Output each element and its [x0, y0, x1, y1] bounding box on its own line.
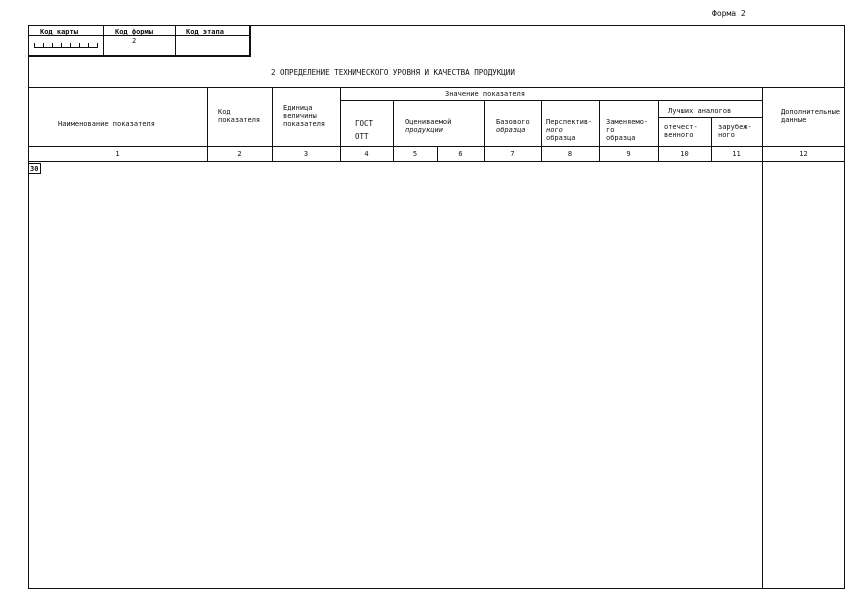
col-number: 3: [303, 150, 309, 158]
col-number: 4: [364, 150, 369, 158]
col-best-analogs-header: Лучших аналогов: [668, 107, 732, 115]
code-table-vline: [175, 25, 176, 57]
card-code-cells: [34, 43, 98, 48]
col-number: 11: [732, 150, 741, 158]
col-name-header: Наименование показателя: [58, 120, 155, 128]
col-unit-header-3: показателя: [283, 120, 326, 128]
numbers-bottom-line: [28, 161, 845, 162]
col-line-additional: [762, 87, 763, 589]
col-number: 9: [626, 150, 631, 158]
col-domestic-header-2: венного: [664, 131, 694, 139]
value-group-header: Значение показателя: [445, 90, 526, 98]
col-number: 6: [458, 150, 463, 158]
col-number: 10: [680, 150, 689, 158]
col-replaced-header-3: образца: [606, 134, 636, 142]
col-base-header-1: Базового: [496, 118, 530, 126]
col-additional-header-2: данные: [781, 116, 807, 124]
col-foreign-header-2: ного: [718, 131, 735, 139]
row-marker: 30: [30, 165, 39, 173]
col-evaluated-header-2: продукции: [405, 126, 443, 134]
col-gost-header-2: ОТТ: [355, 132, 369, 141]
col-code-header-2: показателя: [218, 116, 261, 124]
col-prospective-header-3: образца: [546, 134, 576, 142]
col-gost-header-1: ГОСТ: [355, 119, 374, 128]
card-code-header: Код карты: [40, 28, 78, 36]
col-unit-header-1: Единица: [283, 104, 313, 112]
col-additional-header-1: Дополнительные: [781, 108, 841, 116]
col-prospective-header-1: Перспектив-: [546, 118, 593, 126]
col-number: 7: [510, 150, 515, 158]
stage-code-header: Код этапа: [186, 28, 224, 36]
col-domestic-header-1: отечест-: [664, 123, 698, 131]
code-table-vline: [103, 25, 104, 57]
section-title: 2 ОПРЕДЕЛЕНИЕ ТЕХНИЧЕСКОГО УРОВНЯ И КАЧЕСТВА ПРОДУКЦИИ: [271, 68, 515, 77]
form-code-value: 2: [132, 37, 137, 45]
col-number: 5: [412, 150, 418, 158]
col-replaced-header-2: го: [606, 126, 615, 134]
col-code-header-1: Код: [218, 108, 231, 116]
col-number: 8: [567, 150, 573, 158]
col-base-header-2: образца: [496, 126, 526, 134]
col-number: 1: [115, 150, 120, 158]
col-prospective-header-2: ного: [546, 126, 563, 134]
col-replaced-header-1: Заменяемо-: [606, 118, 649, 126]
form-label: Форма 2: [712, 9, 746, 18]
col-number: 12: [799, 150, 808, 158]
col-foreign-header-1: зарубеж-: [718, 123, 752, 131]
table-top-line: [28, 87, 845, 88]
analogs-group-line: [658, 117, 762, 118]
form-code-header: Код формы: [115, 28, 153, 36]
col-number: 2: [237, 150, 242, 158]
value-group-line: [340, 100, 762, 101]
col-unit-header-2: величины: [283, 112, 317, 120]
col-evaluated-header-1: Оцениваемой: [405, 118, 452, 126]
